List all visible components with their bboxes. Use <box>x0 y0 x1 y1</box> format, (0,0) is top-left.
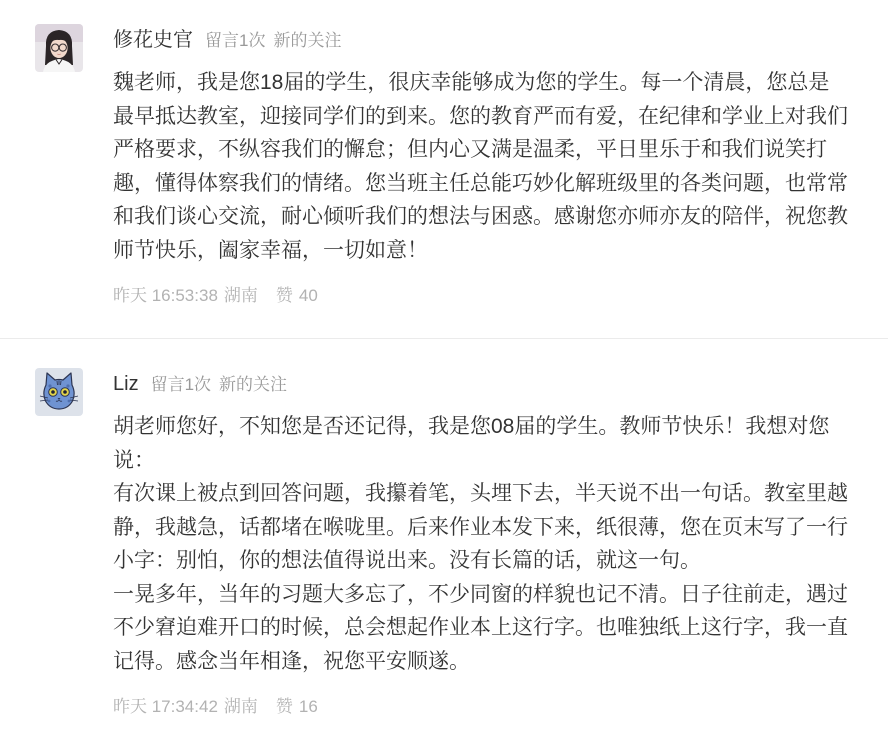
comment-footer <box>113 284 888 308</box>
comment-body-line: 师节快乐，阖家幸福，一切如意！ <box>113 238 428 262</box>
new-follower-tag: 新的关注 <box>219 375 288 394</box>
comment-body-line: 记得。感念当年相逢，祝您平安顺遂。 <box>113 649 470 673</box>
user-avatar <box>35 24 83 72</box>
comment-time: 昨天 16:53:38 <box>113 286 218 305</box>
user-avatar <box>35 368 83 416</box>
comment-item <box>0 339 888 719</box>
message-count-badge: 留言1次 <box>205 31 266 50</box>
comment-header <box>113 368 888 400</box>
comment-body-line: 小字：别怕，你的想法值得说出来。没有长篇的话，就这一句。 <box>113 549 701 572</box>
comment-body <box>113 66 888 267</box>
comment-body-line: 胡老师您好，不知您是否还记得，我是您08届的学生。教师节快乐！我想对您 <box>113 415 830 438</box>
comment-content <box>113 24 888 308</box>
like-count: 40 <box>298 286 318 305</box>
comment-body-line: 说： <box>113 448 155 472</box>
comment-location: 湖南 <box>223 286 258 305</box>
comment-time: 昨天 17:34:42 <box>113 697 218 716</box>
like-button[interactable] <box>276 286 318 305</box>
blue-cat-avatar-icon <box>35 368 83 416</box>
comment-body-line: 静，我越急，话都堵在喉咙里。后来作业本发下来，纸很薄，您在页末写了一行 <box>113 515 848 539</box>
like-label: 赞 <box>275 286 293 305</box>
comment-content <box>113 368 888 719</box>
comment-body-line: 和我们谈心交流，耐心倾听我们的想法与困惑。感谢您亦师亦友的陪伴，祝您教 <box>113 205 848 228</box>
comment-footer <box>113 695 888 719</box>
like-count: 16 <box>298 697 318 716</box>
comment-location: 湖南 <box>223 697 258 716</box>
comment-header <box>113 24 888 56</box>
message-count-badge: 留言1次 <box>150 375 212 394</box>
new-follower-tag: 新的关注 <box>273 31 342 50</box>
comment-body <box>113 410 888 678</box>
commenter-name: 修花史官 <box>113 29 193 51</box>
comment-body-line: 有次课上被点到回答问题，我攥着笔，头埋下去，半天说不出一句话。教室里越 <box>113 482 848 505</box>
comment-body-line: 趣，懂得体察我们的情绪。您当班主任总能巧妙化解班级里的各类问题，也常常 <box>113 171 848 195</box>
girl-with-glasses-avatar-icon <box>35 24 83 72</box>
comment-item <box>0 0 888 338</box>
comment-body-line: 魏老师，我是您18届的学生，很庆幸能够成为您的学生。每一个清晨，您总是 <box>113 71 830 94</box>
like-button[interactable] <box>276 697 318 716</box>
comment-body-line: 不少窘迫难开口的时候，总会想起作业本上这行字。也唯独纸上这行字，我一直 <box>113 616 848 639</box>
comment-body-line: 严格要求，不纵容我们的懈怠；但内心又满是温柔，平日里乐于和我们说笑打 <box>113 138 827 161</box>
comment-body-line: 最早抵达教室，迎接同学们的到来。您的教育严而有爱，在纪律和学业上对我们 <box>113 104 848 128</box>
comment-body-line: 一晃多年，当年的习题大多忘了，不少同窗的样貌也记不清。日子往前走，遇过 <box>113 582 848 606</box>
commenter-name: Liz <box>113 373 139 395</box>
like-label: 赞 <box>275 697 293 716</box>
